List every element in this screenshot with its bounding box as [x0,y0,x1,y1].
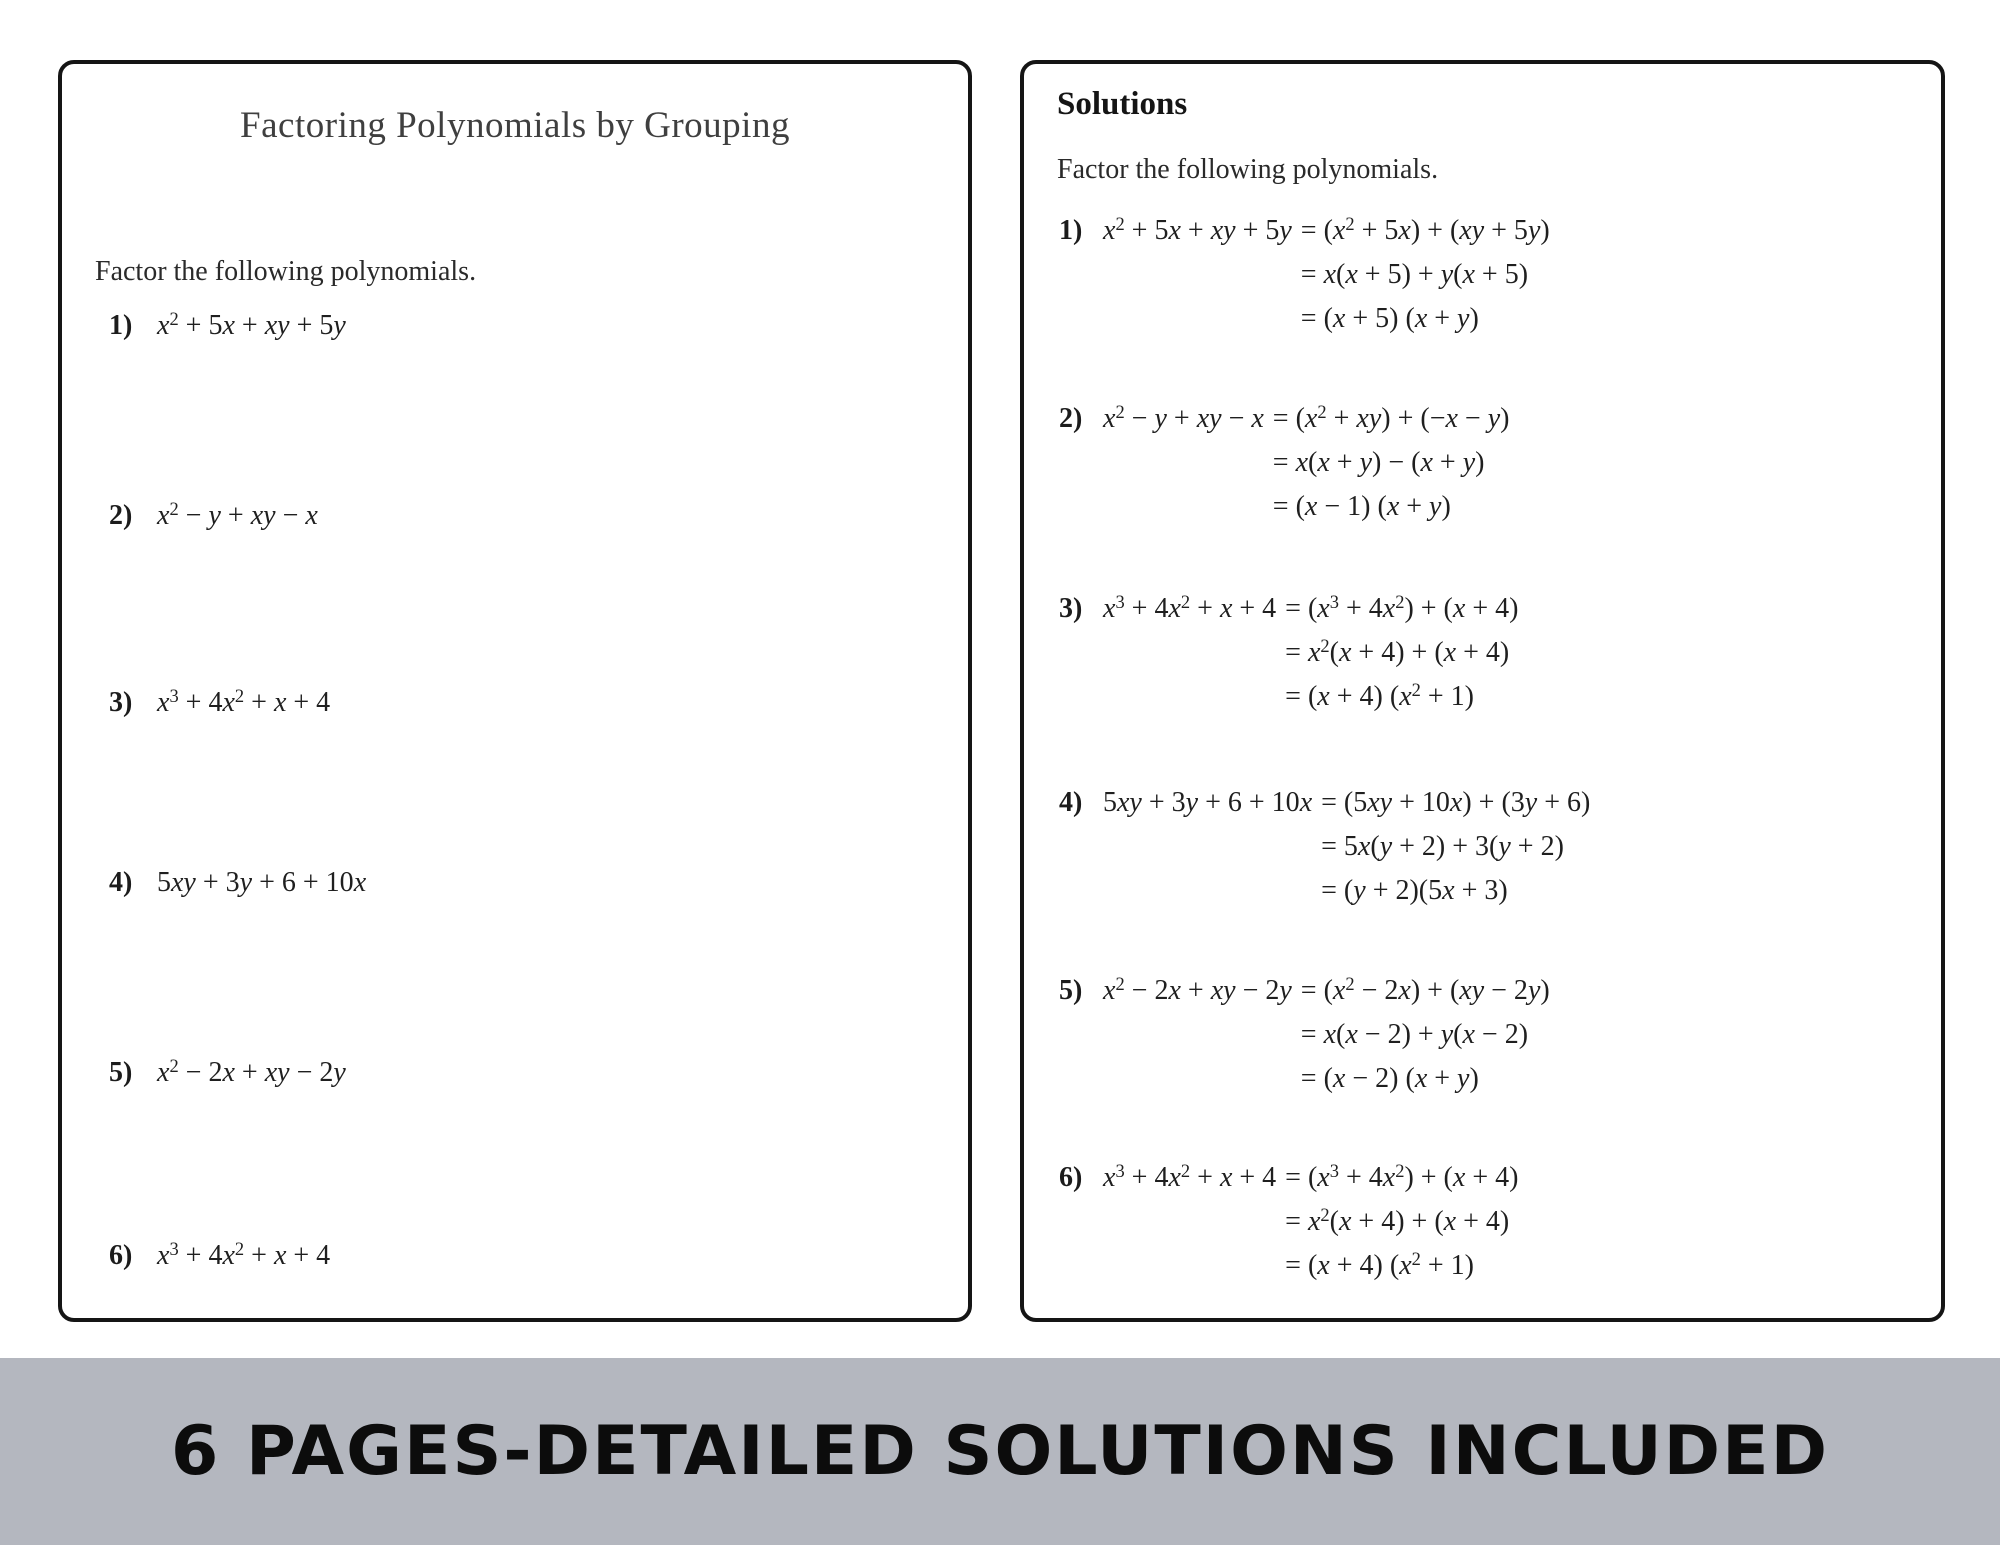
solution-step: = $(x^2 + xy) + (-x - y)$ [1272,401,1510,434]
solution-number: 6) [1059,1162,1083,1193]
solution-step: = (x + 5) (x + y) [1300,303,1479,334]
solution-step: = x(x − 2) + y(x − 2) [1300,1019,1529,1050]
solution-lhs: $x^2 - y$ + xy − x [1103,401,1264,434]
problem-row-6 [109,1239,330,1273]
problem-expression: $x^3 + 4x^2 + x + 4$ [157,685,331,718]
solution-step: = $x^2(x + 4) + (x + 4)$ [1285,635,1510,668]
solution-step: = $(x^3 + 4x^2) + (x + 4)$ [1285,1160,1519,1193]
problem-expression: $x^2 + 5x$ + xy + 5y [157,308,346,341]
problem-number: 5) [109,1057,133,1088]
problem-row-4 [109,866,366,900]
solution-number: 4) [1059,787,1083,818]
solution-step: = (5xy + 10x) + (3y + 6) [1321,787,1591,818]
problem-number: 3) [109,687,133,718]
problem-expression: $x^3 + 4x^2 + x + 4$ [157,1238,331,1271]
solution-lhs: $x^3 + 4x^2 + x + 4$ [1103,591,1277,624]
solution-block-1 [1059,209,1550,341]
problem-row-1 [109,309,346,343]
solution-lhs: $x^3 + 4x^2 + x + 4$ [1103,1160,1277,1193]
solution-step: = $(x^3 + 4x^2) + (x + 4)$ [1285,591,1519,624]
solution-step: = (y + 2)(5x + 3) [1321,875,1508,906]
solution-step: = 5x(y + 2) + 3(y + 2) [1321,831,1564,862]
solution-block-4 [1059,781,1590,913]
problem-number: 6) [109,1240,133,1271]
solution-number: 1) [1059,215,1083,246]
problem-expression: 5xy + 3y + 6 + 10x [157,867,367,898]
solution-block-2 [1059,397,1509,529]
bottom-banner [0,1358,2000,1545]
problem-expression: $x^2 - y$ + xy − x [157,498,318,531]
worksheet-instruction: Factor the following polynomials. [95,256,477,287]
solution-block-6 [1059,1156,1518,1288]
solutions-title: Solutions [1057,86,1188,122]
solutions-page [1020,60,1945,1322]
solution-step: = (x − 1) (x + y) [1272,491,1451,522]
solution-number: 3) [1059,593,1083,624]
solution-step: = $x^2(x + 4) + (x + 4)$ [1285,1204,1510,1237]
solution-lhs: 5xy + 3y + 6 + 10x [1103,787,1313,818]
problem-row-5 [109,1056,346,1090]
solution-block-3 [1059,587,1518,719]
solution-lhs: $x^2 - 2x$ + xy − 2y [1103,973,1292,1006]
problem-number: 4) [109,867,133,898]
worksheet-title: Factoring Polynomials by Grouping [240,105,790,146]
solution-step: = (x + 4) $(x^2 + 1)$ [1285,1248,1474,1281]
solution-step: = $(x^2 - 2x) + (xy - 2y)$ [1300,973,1550,1006]
problem-expression: $x^2 - 2x$ + xy − 2y [157,1055,346,1088]
problem-row-2 [109,499,318,533]
problem-row-3 [109,686,330,720]
solution-step: = $(x^2 + 5x) + (xy + 5y)$ [1300,213,1550,246]
solution-lhs: $x^2 + 5x$ + xy + 5y [1103,213,1292,246]
solution-number: 2) [1059,403,1083,434]
solutions-instruction: Factor the following polynomials. [1057,154,1439,185]
solution-step: = x(x + 5) + y(x + 5) [1300,259,1529,290]
solution-step: = x(x + y) − (x + y) [1272,447,1485,478]
solution-block-5 [1059,969,1550,1101]
solution-step: = (x + 4) $(x^2 + 1)$ [1285,679,1474,712]
problem-number: 1) [109,310,133,341]
solution-number: 5) [1059,975,1083,1006]
problem-number: 2) [109,500,133,531]
banner-text: 6 PAGES-DETAILED SOLUTIONS INCLUDED [170,1412,1830,1491]
solution-step: = (x − 2) (x + y) [1300,1063,1479,1094]
worksheet-page [58,60,972,1322]
